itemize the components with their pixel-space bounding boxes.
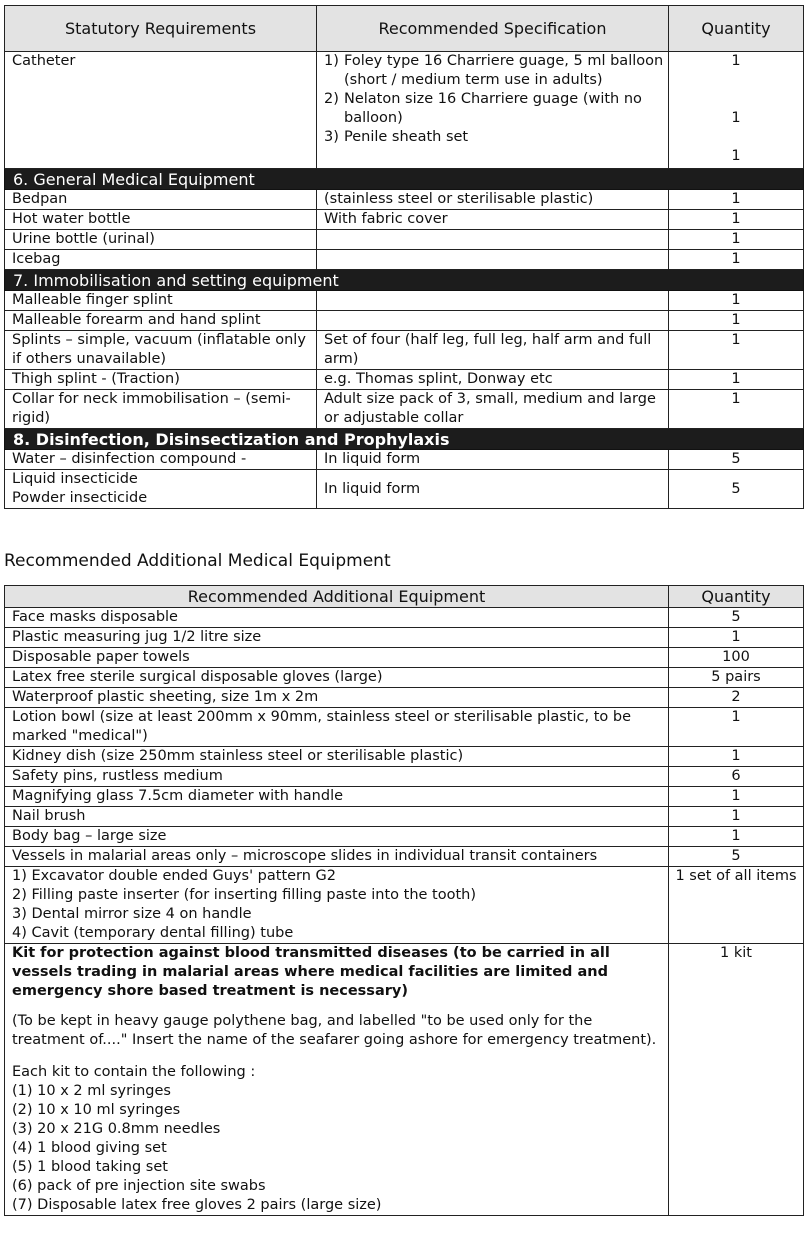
- header-recommended-specification: Recommended Specification: [317, 6, 669, 52]
- table-row: [5, 331, 804, 370]
- list-item: (6) pack of pre injection site swabs: [12, 1178, 266, 1194]
- requirement-cell: Liquid insecticide Powder insecticide: [5, 470, 317, 509]
- item-cell: Lotion bowl (size at least 200mm x 90mm, stainless steel or sterilisable plastic, to be marked "medical"): [5, 708, 669, 747]
- table-row: [5, 688, 804, 708]
- quantity-cell: 2: [669, 688, 804, 708]
- additional-equipment-table: [4, 585, 804, 1216]
- table-row: [5, 648, 804, 668]
- spec-cell: In liquid form: [317, 470, 669, 509]
- kit-title: Kit for protection against blood transmitted diseases (to be carried in all vessels trading in malarial areas where medical facilities are limited and emergency shore based treatment is necessary): [12, 945, 610, 999]
- item-cell: Latex free sterile surgical disposable gloves (large): [5, 668, 669, 688]
- section-header-general-medical-equipment: 6. General Medical Equipment: [5, 169, 804, 190]
- requirement-cell: Splints – simple, vacuum (inflatable only if others unavailable): [5, 331, 317, 370]
- spec-cell: Set of four (half leg, full leg, half arm and full arm): [317, 331, 669, 370]
- kit-note: (To be kept in heavy gauge polythene bag, and labelled "to be used only for the treatment of...." Insert the name of the seafarer going ashore for emergency treatment).: [12, 1013, 657, 1048]
- catheter-spec-list: [324, 52, 668, 147]
- table-row: [5, 450, 804, 470]
- quantity-cell: 1: [669, 291, 804, 311]
- table-row: [5, 230, 804, 250]
- spec-cell: e.g. Thomas splint, Donway etc: [317, 370, 669, 390]
- spec-cell: In liquid form: [317, 450, 669, 470]
- header-additional-equipment: Recommended Additional Equipment: [5, 586, 669, 608]
- quantity-cell: 5: [669, 608, 804, 628]
- list-item: (7) Disposable latex free gloves 2 pairs (large size): [12, 1197, 382, 1213]
- table-row: [5, 747, 804, 767]
- catheter-spec: [317, 52, 669, 169]
- quantity-cell: 1: [669, 331, 804, 370]
- section-header-disinfection: 8. Disinfection, Disinsectization and Prophylaxis: [5, 429, 804, 450]
- quantity-cell: 1: [669, 311, 804, 331]
- list-item: 3) Penile sheath set: [324, 129, 469, 145]
- table-row: [5, 787, 804, 807]
- header-statutory-requirements: Statutory Requirements: [5, 6, 317, 52]
- table-row: [5, 250, 804, 270]
- table-row: [5, 291, 804, 311]
- quantity-cell: 5 pairs: [669, 668, 804, 688]
- requirement-cell: Icebag: [5, 250, 317, 270]
- quantity-cell: 5: [669, 470, 804, 509]
- statutory-requirements-table: [4, 5, 804, 509]
- table-row-blood-kit: [5, 944, 804, 1216]
- quantity-cell: 1: [669, 370, 804, 390]
- table-row: [5, 628, 804, 648]
- item-cell: Face masks disposable: [5, 608, 669, 628]
- quantity-cell: 1 set of all items: [669, 867, 804, 944]
- quantity-cell: 1: [669, 390, 804, 429]
- kit-intro: Each kit to contain the following :: [12, 1064, 256, 1080]
- requirement-cell: Hot water bottle: [5, 210, 317, 230]
- spec-cell: [317, 291, 669, 311]
- requirement-cell: Malleable finger splint: [5, 291, 317, 311]
- quantity-cell: 1: [669, 250, 804, 270]
- quantity-cell: 1: [669, 747, 804, 767]
- section-heading-additional-equipment: Recommended Additional Medical Equipment: [4, 551, 391, 571]
- table1-header-row: [5, 6, 804, 52]
- spec-cell: [317, 311, 669, 331]
- table2-header-row: [5, 586, 804, 608]
- item-cell: Kidney dish (size 250mm stainless steel or sterilisable plastic): [5, 747, 669, 767]
- item-cell: Waterproof plastic sheeting, size 1m x 2m: [5, 688, 669, 708]
- quantity-value: 1: [731, 110, 741, 126]
- list-item: (2) 10 x 10 ml syringes: [12, 1102, 181, 1118]
- header-quantity: Quantity: [669, 586, 804, 608]
- requirement-cell: Malleable forearm and hand splint: [5, 311, 317, 331]
- item-cell: Body bag – large size: [5, 827, 669, 847]
- item-cell: Nail brush: [5, 807, 669, 827]
- list-item: 1) Excavator double ended Guys' pattern G2: [12, 868, 337, 884]
- table-row: [5, 190, 804, 210]
- quantity-cell: 6: [669, 767, 804, 787]
- quantity-value: 1: [731, 53, 741, 69]
- quantity-cell: 1: [669, 787, 804, 807]
- table-row: [5, 847, 804, 867]
- item-cell: Magnifying glass 7.5cm diameter with handle: [5, 787, 669, 807]
- requirement-cell: Thigh splint - (Traction): [5, 370, 317, 390]
- requirement-cell: Bedpan: [5, 190, 317, 210]
- table-row: [5, 668, 804, 688]
- quantity-cell: 1: [669, 210, 804, 230]
- spec-cell: With fabric cover: [317, 210, 669, 230]
- table-row: [5, 390, 804, 429]
- list-item: 2) Nelaton size 16 Charriere guage (with no balloon): [324, 91, 642, 126]
- list-item: (1) 10 x 2 ml syringes: [12, 1083, 171, 1099]
- quantity-cell: 1: [669, 628, 804, 648]
- list-item: 3) Dental mirror size 4 on handle: [12, 906, 252, 922]
- quantity-cell: 1: [669, 190, 804, 210]
- table-row-dental-set: [5, 867, 804, 944]
- list-item: 2) Filling paste inserter (for inserting filling paste into the tooth): [12, 887, 476, 903]
- blood-kit-cell: [5, 944, 669, 1216]
- quantity-cell: 5: [669, 847, 804, 867]
- item-cell: Vessels in malarial areas only – microscope slides in individual transit containers: [5, 847, 669, 867]
- table-row: [5, 470, 804, 509]
- spec-cell: [317, 250, 669, 270]
- item-cell: Disposable paper towels: [5, 648, 669, 668]
- spec-cell: (stainless steel or sterilisable plastic): [317, 190, 669, 210]
- requirement-cell: Collar for neck immobilisation – (semi-rigid): [5, 390, 317, 429]
- table-row: [5, 708, 804, 747]
- quantity-cell: 1: [669, 230, 804, 250]
- catheter-quantities: [669, 52, 804, 169]
- table-row-catheter: [5, 52, 804, 169]
- requirement-cell: Urine bottle (urinal): [5, 230, 317, 250]
- list-item: 4) Cavit (temporary dental filling) tube: [12, 925, 294, 941]
- quantity-cell: 1: [669, 807, 804, 827]
- list-item: (5) 1 blood taking set: [12, 1159, 168, 1175]
- table-row: [5, 608, 804, 628]
- spec-cell: Adult size pack of 3, small, medium and large or adjustable collar: [317, 390, 669, 429]
- list-item: 1) Foley type 16 Charriere guage, 5 ml balloon (short / medium term use in adults): [324, 53, 664, 88]
- section-header-immobilisation: 7. Immobilisation and setting equipment: [5, 270, 804, 291]
- quantity-cell: 1: [669, 827, 804, 847]
- catheter-label: Catheter: [5, 52, 317, 169]
- table-row: [5, 827, 804, 847]
- quantity-cell: 5: [669, 450, 804, 470]
- spec-cell: [317, 230, 669, 250]
- requirement-cell: Water – disinfection compound -: [5, 450, 317, 470]
- item-cell: Safety pins, rustless medium: [5, 767, 669, 787]
- dental-items-cell: [5, 867, 669, 944]
- list-item: (4) 1 blood giving set: [12, 1140, 167, 1156]
- quantity-value: 1: [731, 148, 741, 164]
- item-cell: Plastic measuring jug 1/2 litre size: [5, 628, 669, 648]
- table-row: [5, 311, 804, 331]
- table-row: [5, 767, 804, 787]
- table-row: [5, 210, 804, 230]
- quantity-cell: 1: [669, 708, 804, 747]
- quantity-cell: 100: [669, 648, 804, 668]
- quantity-cell: 1 kit: [669, 944, 804, 1216]
- list-item: (3) 20 x 21G 0.8mm needles: [12, 1121, 221, 1137]
- table-row: [5, 807, 804, 827]
- table-row: [5, 370, 804, 390]
- header-quantity: Quantity: [669, 6, 804, 52]
